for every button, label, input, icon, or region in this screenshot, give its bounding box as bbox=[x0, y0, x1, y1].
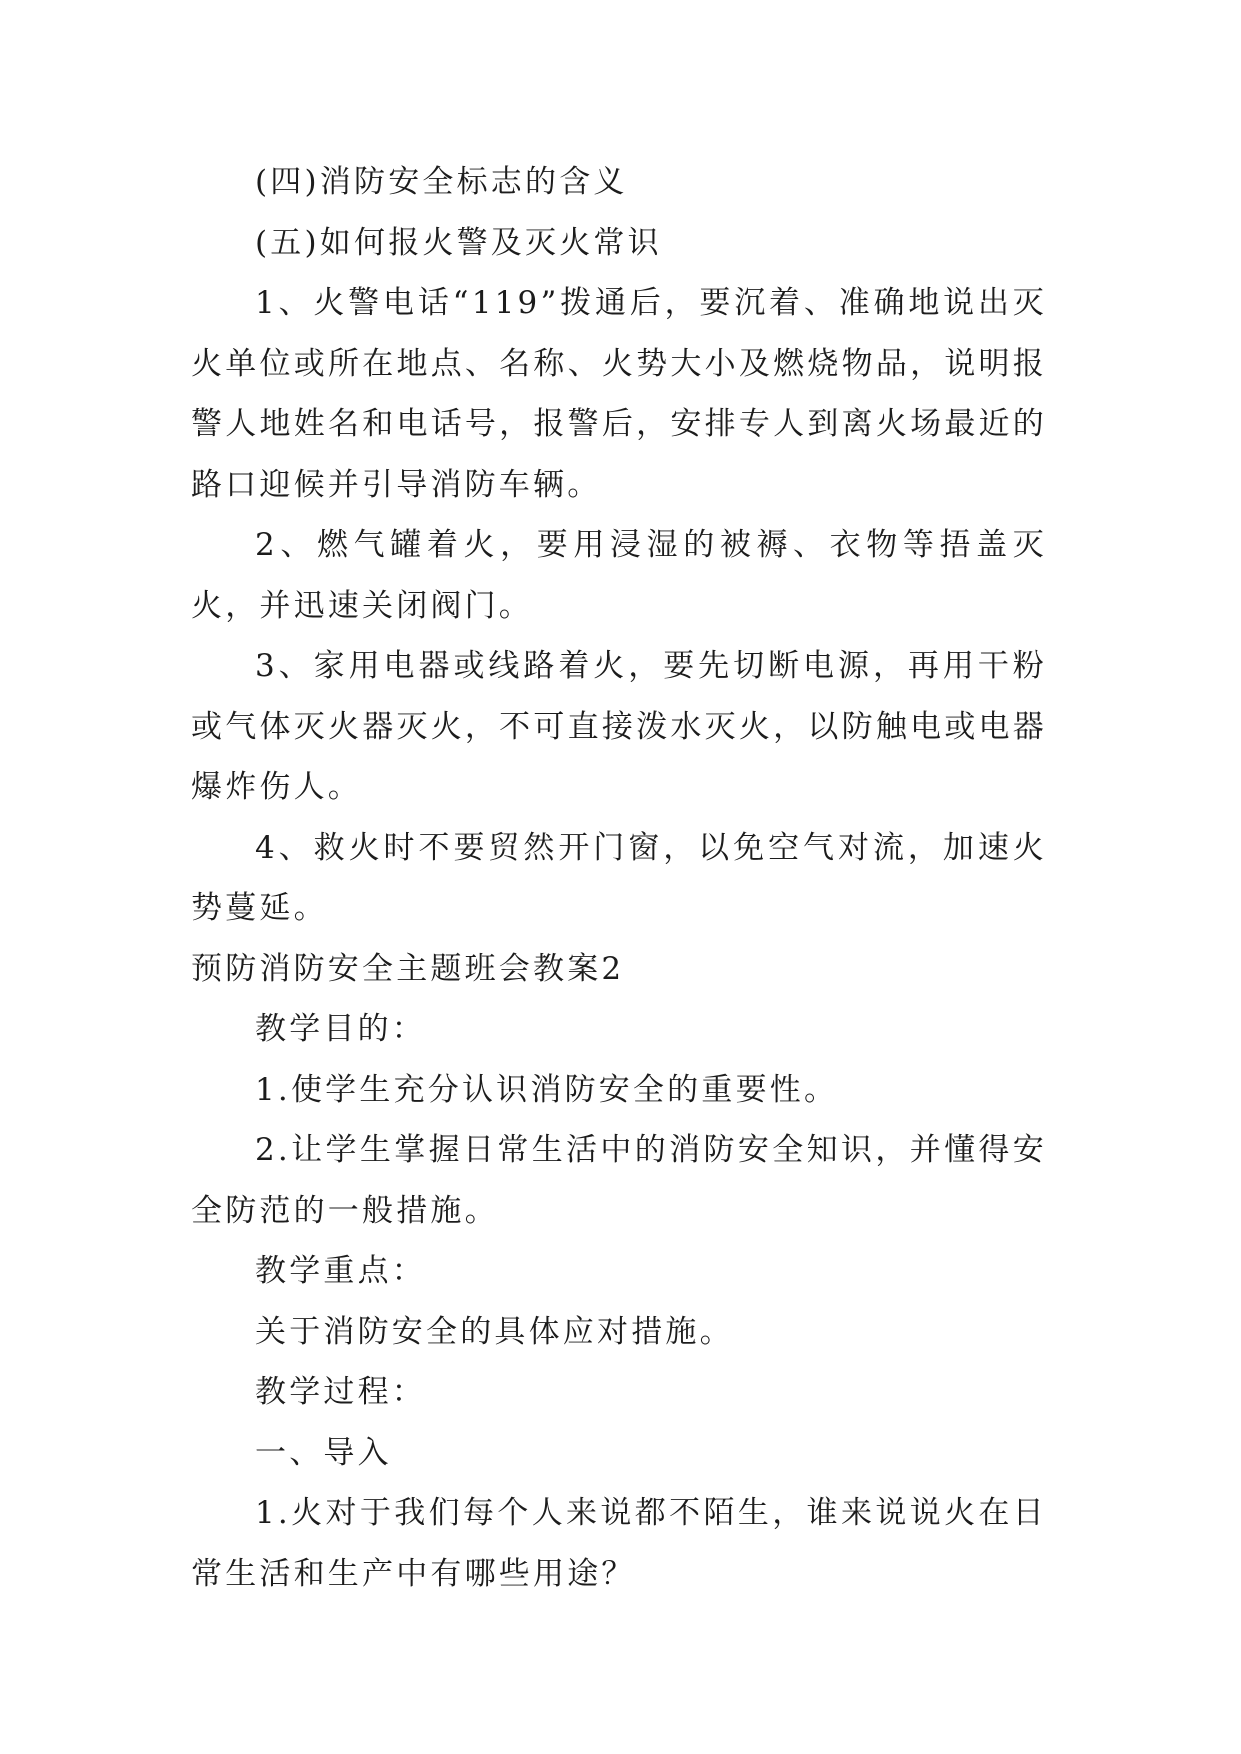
paragraph-item-1: 1、火警电话“119”拨通后，要沉着、准确地说出灭火单位或所在地点、名称、火势大小及燃烧物品，说明报警人地姓名和电话号，报警后，安排专人到离火场最近的路口迎候并引导消防车辆。 bbox=[191, 285, 1047, 503]
section-heading-4: (四)消防安全标志的含义 bbox=[255, 164, 628, 200]
paragraph-item-2: 2、燃气罐着火，要用浸湿的被褥、衣物等捂盖灭火，并迅速关闭阀门。 bbox=[191, 527, 1047, 624]
lesson-plan-title: 预防消防安全主题班会教案2 bbox=[191, 950, 625, 987]
section-heading-5: (五)如何报火警及灭火常识 bbox=[255, 224, 662, 261]
teaching-focus-heading: 教学重点： bbox=[255, 1253, 426, 1289]
intro-heading: 一、导入 bbox=[255, 1434, 392, 1471]
paragraph-item-4: 4、救火时不要贸然开门窗，以免空气对流，加速火势蔓延。 bbox=[191, 829, 1047, 926]
paragraph-item-3: 3、家用电器或线路着火，要先切断电源，再用干粉或气体灭火器灭火，不可直接泼水灭火，以防触电或电器爆炸伤人。 bbox=[191, 648, 1047, 805]
teaching-goal-1: 1.使学生充分认识消防安全的重要性。 bbox=[255, 1071, 839, 1108]
teaching-goals-heading: 教学目的： bbox=[255, 1011, 426, 1047]
teaching-focus-text: 关于消防安全的具体应对措施。 bbox=[255, 1313, 734, 1350]
teaching-process-heading: 教学过程： bbox=[255, 1374, 426, 1410]
teaching-goal-2: 2.让学生掌握日常生活中的消防安全知识，并懂得安全防范的一般措施。 bbox=[191, 1132, 1047, 1229]
document-body bbox=[191, 152, 1047, 1604]
intro-item-1: 1.火对于我们每个人来说都不陌生，谁来说说火在日常生活和生产中有哪些用途？ bbox=[191, 1495, 1047, 1592]
